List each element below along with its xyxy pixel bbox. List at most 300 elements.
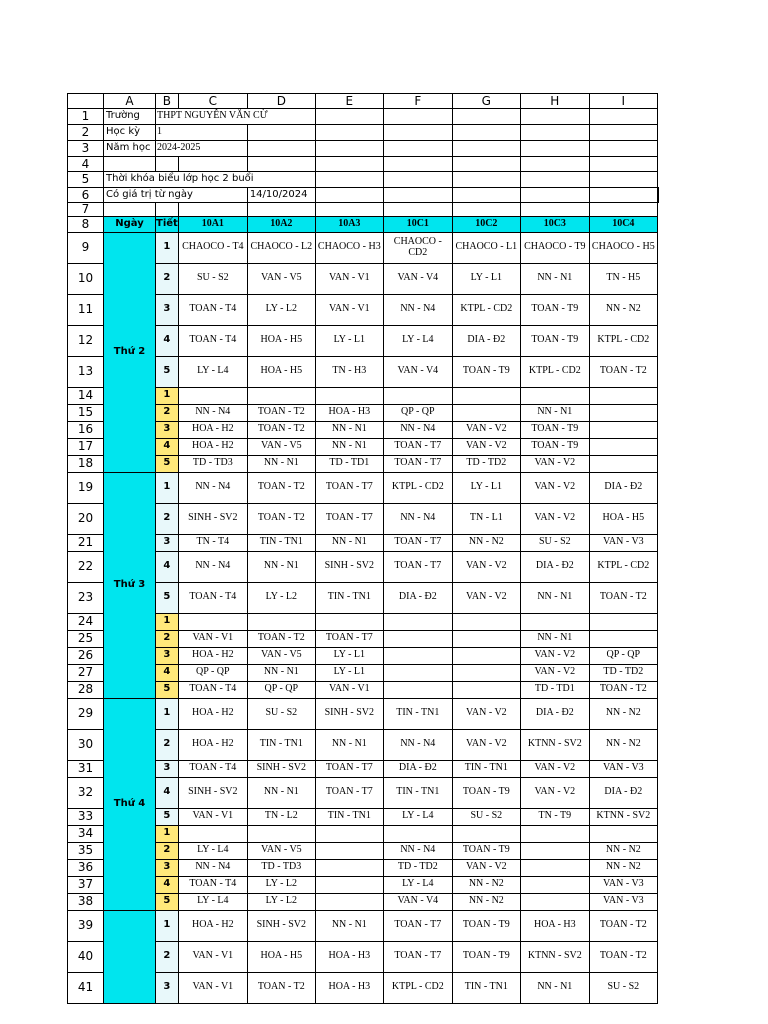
lesson-cell[interactable]: VAN - V3 xyxy=(589,760,657,777)
lesson-cell[interactable]: LY - L2 xyxy=(247,893,315,910)
lesson-cell[interactable]: LY - L4 xyxy=(178,893,247,910)
lesson-cell[interactable] xyxy=(452,404,520,421)
lesson-cell[interactable]: LY - L1 xyxy=(452,263,520,294)
lesson-cell[interactable] xyxy=(178,825,247,842)
period-number[interactable]: 4 xyxy=(156,664,179,681)
class-header[interactable]: 10A1 xyxy=(178,216,247,232)
school-year-value[interactable]: 2024-2025 xyxy=(156,141,248,157)
lesson-cell[interactable]: NN - N1 xyxy=(520,972,589,1003)
class-header[interactable]: 10C2 xyxy=(452,216,520,232)
lesson-cell[interactable] xyxy=(383,825,452,842)
lesson-cell[interactable]: CHAOCO - L2 xyxy=(247,232,315,263)
lesson-cell[interactable] xyxy=(589,455,657,472)
lesson-cell[interactable]: DIA - Đ2 xyxy=(589,777,657,808)
period-number[interactable]: 2 xyxy=(156,941,179,972)
lesson-cell[interactable]: TIN - TN1 xyxy=(315,808,383,825)
day-label[interactable] xyxy=(104,910,156,1003)
lesson-cell[interactable]: TOAN - T2 xyxy=(589,582,657,613)
cell[interactable] xyxy=(383,188,452,203)
lesson-cell[interactable]: TIN - TN1 xyxy=(383,698,452,729)
period-number[interactable]: 3 xyxy=(156,760,179,777)
lesson-cell[interactable]: NN - N4 xyxy=(178,859,247,876)
lesson-cell[interactable]: SINH - SV2 xyxy=(247,910,315,941)
row-number[interactable]: 39 xyxy=(68,910,104,941)
period-number[interactable]: 1 xyxy=(156,387,179,404)
lesson-cell[interactable]: NN - N2 xyxy=(589,294,657,325)
cell[interactable] xyxy=(156,157,179,172)
cell[interactable] xyxy=(520,157,589,172)
lesson-cell[interactable]: TIN - TN1 xyxy=(383,777,452,808)
period-number[interactable]: 5 xyxy=(156,582,179,613)
cell[interactable] xyxy=(589,157,657,172)
lesson-cell[interactable]: LY - L1 xyxy=(315,325,383,356)
period-number[interactable]: 5 xyxy=(156,893,179,910)
lesson-cell[interactable]: TOAN - T2 xyxy=(589,681,657,698)
lesson-cell[interactable]: TOAN - T2 xyxy=(247,472,315,503)
cell[interactable] xyxy=(247,141,315,157)
day-label[interactable]: Thứ 4 xyxy=(104,698,156,910)
timetable-title[interactable]: Thời khóa biểu lớp học 2 buổi xyxy=(104,172,316,188)
lesson-cell[interactable]: TOAN - T4 xyxy=(178,681,247,698)
effective-date-value[interactable]: 14/10/2024 xyxy=(247,188,315,203)
lesson-cell[interactable]: NN - N4 xyxy=(383,503,452,534)
lesson-cell[interactable] xyxy=(520,842,589,859)
period-number[interactable]: 3 xyxy=(156,421,179,438)
cell[interactable] xyxy=(156,203,179,217)
lesson-cell[interactable]: VAN - V2 xyxy=(520,777,589,808)
lesson-cell[interactable] xyxy=(589,825,657,842)
lesson-cell[interactable] xyxy=(315,825,383,842)
row-number[interactable]: 20 xyxy=(68,503,104,534)
school-value[interactable]: THPT NGUYỄN VĂN CỪ xyxy=(156,109,316,125)
cell[interactable] xyxy=(315,141,383,157)
lesson-cell[interactable]: TOAN - T9 xyxy=(520,294,589,325)
lesson-cell[interactable] xyxy=(178,613,247,630)
cell[interactable] xyxy=(178,157,247,172)
row-number[interactable]: 15 xyxy=(68,404,104,421)
lesson-cell[interactable]: TN - T4 xyxy=(178,534,247,551)
lesson-cell[interactable]: SU - S2 xyxy=(520,534,589,551)
lesson-cell[interactable]: TOAN - T2 xyxy=(247,421,315,438)
lesson-cell[interactable]: QP - QP xyxy=(589,647,657,664)
lesson-cell[interactable] xyxy=(452,681,520,698)
cell[interactable] xyxy=(452,203,520,217)
lesson-cell[interactable]: TN - L1 xyxy=(452,503,520,534)
lesson-cell[interactable]: VAN - V5 xyxy=(247,438,315,455)
lesson-cell[interactable]: TOAN - T9 xyxy=(452,941,520,972)
lesson-cell[interactable]: DIA - Đ2 xyxy=(452,325,520,356)
row-number[interactable]: 11 xyxy=(68,294,104,325)
row-number[interactable]: 35 xyxy=(68,842,104,859)
cell[interactable] xyxy=(315,203,383,217)
lesson-cell[interactable]: VAN - V5 xyxy=(247,263,315,294)
lesson-cell[interactable] xyxy=(589,630,657,647)
row-number[interactable]: 4 xyxy=(68,157,104,172)
period-number[interactable]: 5 xyxy=(156,455,179,472)
cell[interactable] xyxy=(589,203,657,217)
lesson-cell[interactable]: DIA - Đ2 xyxy=(520,551,589,582)
lesson-cell[interactable]: CHAOCO - L1 xyxy=(452,232,520,263)
cell[interactable] xyxy=(589,172,657,188)
row-number[interactable]: 16 xyxy=(68,421,104,438)
row-number[interactable]: 31 xyxy=(68,760,104,777)
lesson-cell[interactable]: QP - QP xyxy=(247,681,315,698)
lesson-cell[interactable]: HOA - H2 xyxy=(178,647,247,664)
row-number[interactable]: 5 xyxy=(68,172,104,188)
lesson-cell[interactable]: DIA - Đ2 xyxy=(383,582,452,613)
lesson-cell[interactable]: NN - N1 xyxy=(315,910,383,941)
col-header-b[interactable]: B xyxy=(156,94,179,109)
lesson-cell[interactable]: TOAN - T7 xyxy=(383,551,452,582)
row-number[interactable]: 33 xyxy=(68,808,104,825)
lesson-cell[interactable]: VAN - V1 xyxy=(315,294,383,325)
lesson-cell[interactable]: VAN - V1 xyxy=(315,263,383,294)
row-number[interactable]: 25 xyxy=(68,630,104,647)
lesson-cell[interactable]: TOAN - T7 xyxy=(383,910,452,941)
lesson-cell[interactable]: CHAOCO - T9 xyxy=(520,232,589,263)
class-header[interactable]: 10C1 xyxy=(383,216,452,232)
period-number[interactable]: 3 xyxy=(156,972,179,1003)
lesson-cell[interactable]: TOAN - T9 xyxy=(452,356,520,387)
period-number[interactable]: 1 xyxy=(156,472,179,503)
row-number[interactable]: 12 xyxy=(68,325,104,356)
lesson-cell[interactable]: VAN - V1 xyxy=(178,630,247,647)
lesson-cell[interactable]: KTPL - CD2 xyxy=(383,472,452,503)
lesson-cell[interactable]: LY - L1 xyxy=(452,472,520,503)
lesson-cell[interactable]: NN - N1 xyxy=(520,630,589,647)
lesson-cell[interactable]: TD - TD2 xyxy=(452,455,520,472)
lesson-cell[interactable]: TIN - TN1 xyxy=(247,534,315,551)
row-number[interactable]: 28 xyxy=(68,681,104,698)
lesson-cell[interactable]: VAN - V2 xyxy=(452,729,520,760)
row-number[interactable]: 36 xyxy=(68,859,104,876)
period-number[interactable]: 1 xyxy=(156,825,179,842)
period-number[interactable]: 4 xyxy=(156,777,179,808)
col-header-d[interactable]: D xyxy=(247,94,315,109)
lesson-cell[interactable]: HOA - H5 xyxy=(247,325,315,356)
cell[interactable] xyxy=(589,188,657,203)
period-column-header[interactable]: Tiết xyxy=(156,216,179,232)
lesson-cell[interactable] xyxy=(520,387,589,404)
col-header-e[interactable]: E xyxy=(315,94,383,109)
lesson-cell[interactable]: HOA - H2 xyxy=(178,729,247,760)
lesson-cell[interactable] xyxy=(383,387,452,404)
lesson-cell[interactable]: CHAOCO - H5 xyxy=(589,232,657,263)
cell[interactable] xyxy=(520,109,589,125)
lesson-cell[interactable]: VAN - V2 xyxy=(520,503,589,534)
lesson-cell[interactable]: NN - N2 xyxy=(452,893,520,910)
lesson-cell[interactable]: KTPL - CD2 xyxy=(589,325,657,356)
lesson-cell[interactable]: SU - S2 xyxy=(589,972,657,1003)
lesson-cell[interactable]: TIN - TN1 xyxy=(247,729,315,760)
col-header-h[interactable]: H xyxy=(520,94,589,109)
lesson-cell[interactable]: NN - N4 xyxy=(178,472,247,503)
period-number[interactable]: 3 xyxy=(156,859,179,876)
semester-label[interactable]: Học kỳ xyxy=(104,125,156,141)
col-header-i[interactable]: I xyxy=(589,94,657,109)
lesson-cell[interactable]: NN - N1 xyxy=(247,664,315,681)
lesson-cell[interactable]: HOA - H3 xyxy=(315,972,383,1003)
row-number[interactable]: 13 xyxy=(68,356,104,387)
effective-date-label[interactable]: Có giá trị từ ngày xyxy=(104,188,248,203)
cell[interactable] xyxy=(315,157,383,172)
lesson-cell[interactable]: TOAN - T9 xyxy=(520,325,589,356)
cell[interactable] xyxy=(383,172,452,188)
lesson-cell[interactable]: TD - TD3 xyxy=(247,859,315,876)
lesson-cell[interactable]: NN - N2 xyxy=(589,859,657,876)
lesson-cell[interactable] xyxy=(383,630,452,647)
row-number[interactable]: 18 xyxy=(68,455,104,472)
cell[interactable] xyxy=(589,109,657,125)
lesson-cell[interactable]: SU - S2 xyxy=(178,263,247,294)
lesson-cell[interactable]: TOAN - T4 xyxy=(178,876,247,893)
row-number[interactable]: 22 xyxy=(68,551,104,582)
row-number[interactable]: 32 xyxy=(68,777,104,808)
lesson-cell[interactable]: SU - S2 xyxy=(247,698,315,729)
lesson-cell[interactable]: NN - N2 xyxy=(452,876,520,893)
lesson-cell[interactable]: TOAN - T7 xyxy=(383,534,452,551)
cell[interactable] xyxy=(104,157,156,172)
period-number[interactable]: 2 xyxy=(156,630,179,647)
class-header[interactable]: 10A3 xyxy=(315,216,383,232)
lesson-cell[interactable]: NN - N2 xyxy=(452,534,520,551)
row-number[interactable]: 29 xyxy=(68,698,104,729)
lesson-cell[interactable] xyxy=(520,613,589,630)
row-number[interactable]: 27 xyxy=(68,664,104,681)
row-number[interactable]: 40 xyxy=(68,941,104,972)
lesson-cell[interactable]: NN - N1 xyxy=(520,263,589,294)
cell[interactable] xyxy=(452,141,520,157)
lesson-cell[interactable] xyxy=(315,859,383,876)
lesson-cell[interactable] xyxy=(247,387,315,404)
lesson-cell[interactable]: TOAN - T7 xyxy=(383,941,452,972)
lesson-cell[interactable]: NN - N1 xyxy=(520,582,589,613)
row-number[interactable]: 6 xyxy=(68,188,104,203)
period-number[interactable]: 1 xyxy=(156,613,179,630)
lesson-cell[interactable]: NN - N4 xyxy=(383,294,452,325)
lesson-cell[interactable]: TOAN - T4 xyxy=(178,760,247,777)
lesson-cell[interactable] xyxy=(315,893,383,910)
lesson-cell[interactable]: VAN - V3 xyxy=(589,876,657,893)
lesson-cell[interactable]: VAN - V2 xyxy=(452,698,520,729)
row-number[interactable]: 26 xyxy=(68,647,104,664)
lesson-cell[interactable]: TOAN - T9 xyxy=(520,421,589,438)
lesson-cell[interactable]: NN - N4 xyxy=(178,551,247,582)
lesson-cell[interactable]: HOA - H2 xyxy=(178,421,247,438)
lesson-cell[interactable]: KTPL - CD2 xyxy=(383,972,452,1003)
class-header[interactable]: 10A2 xyxy=(247,216,315,232)
lesson-cell[interactable] xyxy=(452,647,520,664)
lesson-cell[interactable]: NN - N1 xyxy=(247,777,315,808)
lesson-cell[interactable]: LY - L4 xyxy=(178,842,247,859)
lesson-cell[interactable]: SINH - SV2 xyxy=(315,698,383,729)
lesson-cell[interactable]: KTPL - CD2 xyxy=(452,294,520,325)
lesson-cell[interactable]: TOAN - T2 xyxy=(589,356,657,387)
lesson-cell[interactable] xyxy=(452,825,520,842)
lesson-cell[interactable]: SINH - SV2 xyxy=(315,551,383,582)
lesson-cell[interactable]: KTNN - SV2 xyxy=(520,941,589,972)
lesson-cell[interactable]: DIA - Đ2 xyxy=(383,760,452,777)
lesson-cell[interactable]: NN - N2 xyxy=(589,842,657,859)
lesson-cell[interactable]: VAN - V2 xyxy=(520,472,589,503)
row-number[interactable]: 9 xyxy=(68,232,104,263)
lesson-cell[interactable]: NN - N1 xyxy=(247,551,315,582)
period-number[interactable]: 2 xyxy=(156,404,179,421)
cell[interactable] xyxy=(520,203,589,217)
lesson-cell[interactable]: VAN - V4 xyxy=(383,356,452,387)
row-number[interactable]: 17 xyxy=(68,438,104,455)
lesson-cell[interactable]: SINH - SV2 xyxy=(178,777,247,808)
lesson-cell[interactable]: DIA - Đ2 xyxy=(520,698,589,729)
cell[interactable] xyxy=(247,203,315,217)
col-header-a[interactable]: A xyxy=(104,94,156,109)
cell[interactable] xyxy=(104,203,156,217)
lesson-cell[interactable]: VAN - V4 xyxy=(383,263,452,294)
lesson-cell[interactable]: DIA - Đ2 xyxy=(589,472,657,503)
lesson-cell[interactable]: KTPL - CD2 xyxy=(520,356,589,387)
lesson-cell[interactable]: TOAN - T2 xyxy=(247,503,315,534)
cell[interactable] xyxy=(383,157,452,172)
lesson-cell[interactable]: NN - N1 xyxy=(520,404,589,421)
lesson-cell[interactable]: HOA - H5 xyxy=(247,941,315,972)
lesson-cell[interactable]: NN - N4 xyxy=(178,404,247,421)
lesson-cell[interactable]: TD - TD3 xyxy=(178,455,247,472)
lesson-cell[interactable]: VAN - V4 xyxy=(383,893,452,910)
cell[interactable] xyxy=(315,172,383,188)
lesson-cell[interactable] xyxy=(452,630,520,647)
lesson-cell[interactable]: TN - T9 xyxy=(520,808,589,825)
cell[interactable] xyxy=(452,172,520,188)
lesson-cell[interactable] xyxy=(247,613,315,630)
lesson-cell[interactable]: SU - S2 xyxy=(452,808,520,825)
lesson-cell[interactable]: HOA - H5 xyxy=(247,356,315,387)
lesson-cell[interactable] xyxy=(520,859,589,876)
cell[interactable] xyxy=(315,188,383,203)
lesson-cell[interactable]: LY - L4 xyxy=(383,325,452,356)
lesson-cell[interactable]: VAN - V5 xyxy=(247,842,315,859)
cell[interactable] xyxy=(452,109,520,125)
cell[interactable] xyxy=(247,125,315,141)
lesson-cell[interactable]: TOAN - T7 xyxy=(315,472,383,503)
lesson-cell[interactable]: TD - TD2 xyxy=(383,859,452,876)
lesson-cell[interactable]: TOAN - T4 xyxy=(178,294,247,325)
period-number[interactable]: 1 xyxy=(156,232,179,263)
lesson-cell[interactable]: TIN - TN1 xyxy=(452,760,520,777)
cell[interactable] xyxy=(383,109,452,125)
cell[interactable] xyxy=(383,203,452,217)
lesson-cell[interactable]: SINH - SV2 xyxy=(247,760,315,777)
lesson-cell[interactable]: LY - L4 xyxy=(383,808,452,825)
period-number[interactable]: 3 xyxy=(156,534,179,551)
lesson-cell[interactable]: TOAN - T4 xyxy=(178,582,247,613)
lesson-cell[interactable] xyxy=(383,664,452,681)
lesson-cell[interactable]: TN - H3 xyxy=(315,356,383,387)
lesson-cell[interactable]: TN - L2 xyxy=(247,808,315,825)
lesson-cell[interactable]: VAN - V1 xyxy=(315,681,383,698)
period-number[interactable]: 5 xyxy=(156,356,179,387)
cell[interactable] xyxy=(452,157,520,172)
lesson-cell[interactable] xyxy=(315,613,383,630)
lesson-cell[interactable]: NN - N1 xyxy=(315,438,383,455)
lesson-cell[interactable] xyxy=(452,664,520,681)
lesson-cell[interactable]: TOAN - T2 xyxy=(247,404,315,421)
lesson-cell[interactable] xyxy=(589,438,657,455)
period-number[interactable]: 3 xyxy=(156,294,179,325)
period-number[interactable]: 2 xyxy=(156,729,179,760)
period-number[interactable]: 4 xyxy=(156,876,179,893)
lesson-cell[interactable]: QP - QP xyxy=(383,404,452,421)
lesson-cell[interactable] xyxy=(178,387,247,404)
lesson-cell[interactable] xyxy=(589,404,657,421)
lesson-cell[interactable]: LY - L1 xyxy=(315,664,383,681)
cell[interactable] xyxy=(657,188,658,203)
lesson-cell[interactable]: VAN - V3 xyxy=(589,893,657,910)
lesson-cell[interactable]: TOAN - T9 xyxy=(452,842,520,859)
lesson-cell[interactable] xyxy=(589,387,657,404)
lesson-cell[interactable] xyxy=(589,421,657,438)
cell[interactable] xyxy=(383,141,452,157)
lesson-cell[interactable] xyxy=(383,647,452,664)
lesson-cell[interactable] xyxy=(520,893,589,910)
period-number[interactable]: 4 xyxy=(156,551,179,582)
lesson-cell[interactable]: CHAOCO - CD2 xyxy=(383,232,452,263)
row-number[interactable]: 24 xyxy=(68,613,104,630)
cell[interactable] xyxy=(383,125,452,141)
row-number[interactable]: 3 xyxy=(68,141,104,157)
lesson-cell[interactable]: KTNN - SV2 xyxy=(589,808,657,825)
lesson-cell[interactable]: TOAN - T2 xyxy=(247,630,315,647)
lesson-cell[interactable]: HOA - H3 xyxy=(315,404,383,421)
period-number[interactable]: 4 xyxy=(156,325,179,356)
lesson-cell[interactable]: LY - L4 xyxy=(178,356,247,387)
row-number[interactable]: 1 xyxy=(68,109,104,125)
lesson-cell[interactable]: TOAN - T7 xyxy=(383,455,452,472)
lesson-cell[interactable]: LY - L4 xyxy=(383,876,452,893)
period-number[interactable]: 5 xyxy=(156,681,179,698)
lesson-cell[interactable]: TN - H5 xyxy=(589,263,657,294)
lesson-cell[interactable]: KTPL - CD2 xyxy=(589,551,657,582)
lesson-cell[interactable]: TOAN - T2 xyxy=(247,972,315,1003)
period-number[interactable]: 2 xyxy=(156,503,179,534)
lesson-cell[interactable]: CHAOCO - H3 xyxy=(315,232,383,263)
lesson-cell[interactable]: TD - TD2 xyxy=(589,664,657,681)
period-number[interactable]: 3 xyxy=(156,647,179,664)
lesson-cell[interactable] xyxy=(452,387,520,404)
lesson-cell[interactable]: TOAN - T2 xyxy=(589,941,657,972)
lesson-cell[interactable]: TOAN - T9 xyxy=(452,777,520,808)
lesson-cell[interactable]: NN - N4 xyxy=(383,421,452,438)
lesson-cell[interactable]: TIN - TN1 xyxy=(315,582,383,613)
cell[interactable] xyxy=(589,141,657,157)
cell[interactable] xyxy=(589,125,657,141)
row-number[interactable]: 14 xyxy=(68,387,104,404)
lesson-cell[interactable]: VAN - V2 xyxy=(520,664,589,681)
lesson-cell[interactable]: TOAN - T9 xyxy=(452,910,520,941)
lesson-cell[interactable]: TOAN - T7 xyxy=(315,760,383,777)
lesson-cell[interactable]: VAN - V2 xyxy=(520,455,589,472)
lesson-cell[interactable]: CHAOCO - T4 xyxy=(178,232,247,263)
lesson-cell[interactable]: TOAN - T7 xyxy=(315,630,383,647)
lesson-cell[interactable]: VAN - V2 xyxy=(452,582,520,613)
cell[interactable] xyxy=(520,125,589,141)
lesson-cell[interactable] xyxy=(589,613,657,630)
lesson-cell[interactable]: TD - TD1 xyxy=(315,455,383,472)
lesson-cell[interactable] xyxy=(383,681,452,698)
row-number[interactable]: 41 xyxy=(68,972,104,1003)
lesson-cell[interactable]: TIN - TN1 xyxy=(452,972,520,1003)
cell[interactable] xyxy=(178,203,247,217)
cell[interactable] xyxy=(520,188,589,203)
